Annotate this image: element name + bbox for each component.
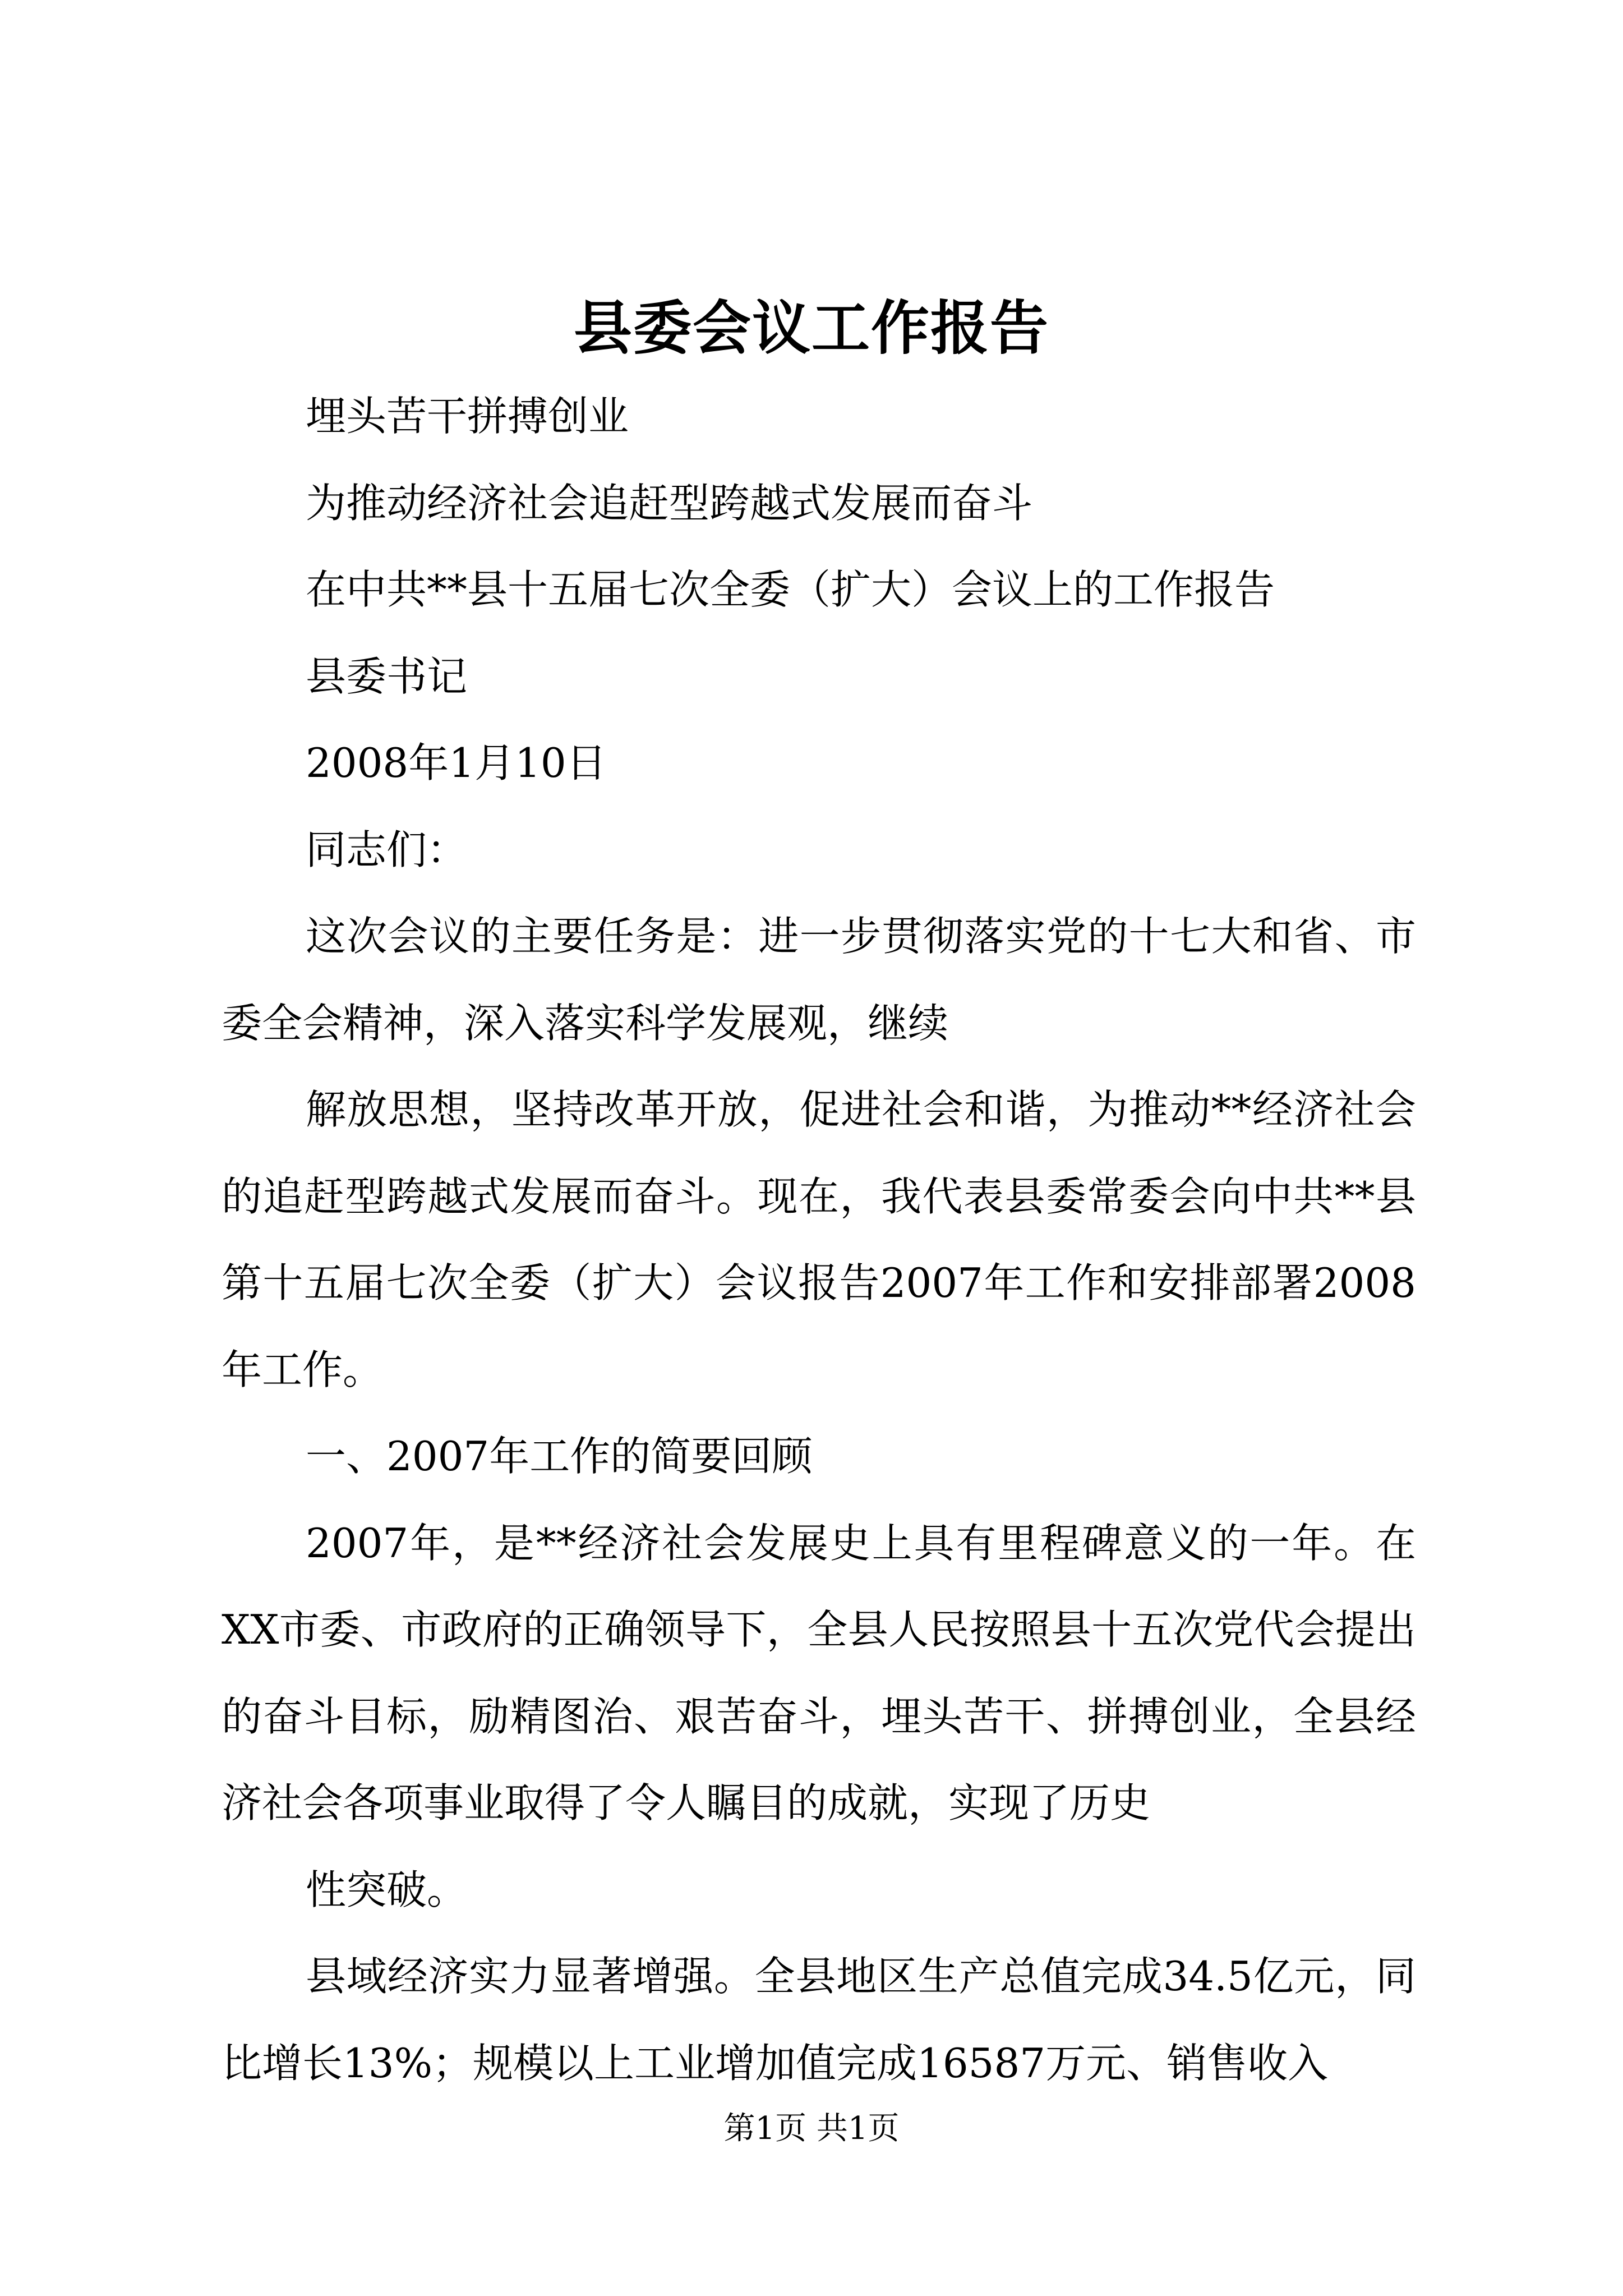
section-heading: 一、2007年工作的简要回顾 <box>306 1433 813 1480</box>
paragraph-body: 解放思想，坚持改革开放，促进社会和谐，为推动**经济社会的追赶型跨越式发展而奋斗。现在，我代表县委常委会向中共**县第十五届七次全委（扩大）会议报告2007年工作和安排部署2008年工作。 <box>222 1086 1416 1393</box>
page-footer: 第1页 共1页 <box>723 2110 900 2147</box>
document-body <box>222 373 1416 2106</box>
paragraph-body: 这次会议的主要任务是：进一步贯彻落实党的十七大和省、市委全会精神，深入落实科学发展观，继续 <box>222 913 1416 1047</box>
paragraph-body: 县域经济实力显著增强。全县地区生产总值完成34.5亿元，同比增长13%；规模以上工业增加值完成16587万元、销售收入 <box>222 1953 1416 2087</box>
paragraph-subtitle-1: 埋头苦干拼搏创业 <box>306 393 629 440</box>
paragraph-date: 2008年1月10日 <box>306 739 607 786</box>
paragraph-salutation: 同志们： <box>306 826 468 873</box>
document-title: 县委会议工作报告 <box>573 293 1049 362</box>
paragraph-subtitle-2: 为推动经济社会追赶型跨越式发展而奋斗 <box>306 479 1033 527</box>
paragraph-body: 2007年，是**经济社会发展史上具有里程碑意义的一年。在XX市委、市政府的正确领导下，全县人民按照县十五次党代会提出的奋斗目标，励精图治、艰苦奋斗，埋头苦干、拼搏创业，全县经济社会各项事业取得了令人瞩目的成就，实现了历史 <box>222 1519 1416 1826</box>
paragraph-body: 性突破。 <box>306 1866 468 1913</box>
paragraph-report-occasion: 在中共**县十五届七次全委（扩大）会议上的工作报告 <box>306 566 1275 613</box>
paragraph-author: 县委书记 <box>306 652 468 700</box>
